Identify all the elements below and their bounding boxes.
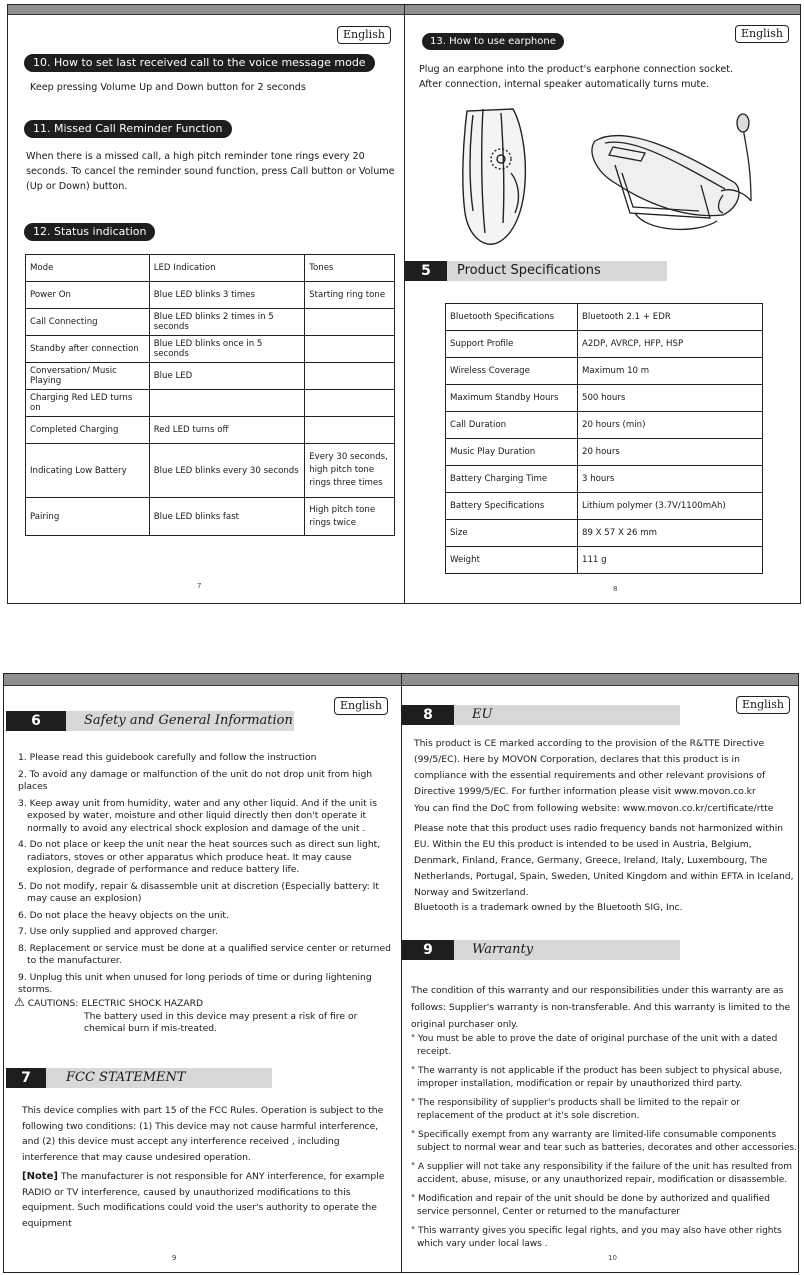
page-10 (401, 673, 799, 1273)
spec-value: A2DP, AVRCP, HFP, HSP (578, 331, 763, 358)
list-item: " A supplier will not take any responsibility if the failure of the unit has resulted from accident, abuse, misuse, or any unauthorized repair, modification or disassemble. (411, 1162, 792, 1185)
section-10-text: Keep pressing Volume Up and Down button for 2 seconds (30, 82, 306, 93)
section-5-title: Product Specifications (457, 263, 601, 278)
section-6-header (6, 711, 294, 731)
spec-value: 20 hours (min) (578, 412, 763, 439)
caution-block (14, 996, 394, 1036)
page-number: 7 (197, 582, 202, 590)
status-led: Blue LED (149, 363, 304, 390)
spec-label: Maximum Standby Hours (446, 385, 578, 412)
status-tone: Every 30 seconds, high pitch tone rings three times (305, 444, 395, 498)
page-top-bar (4, 674, 401, 686)
status-mode: Completed Charging (26, 417, 150, 444)
section-9-title: Warranty (472, 942, 534, 957)
list-item: " Specifically exempt from any warranty are limited-life consumable components subject to normal wear and tear such as batteries, decorates and other accessories. (411, 1130, 797, 1153)
status-tone: High pitch tone rings twice (305, 498, 395, 536)
list-item: " Modification and repair of the unit should be done by authorized and qualified service personnel, Center or returned to the manufacturer (411, 1194, 770, 1217)
table-row (446, 439, 763, 466)
table-row (26, 336, 395, 363)
headset-charger-image (592, 114, 751, 229)
list-item: 4. Do not place or keep the unit near the heat sources such as direct sun light, radiators, stoves or other apparatus which produce heat. It may cause explosion, degrade of performance and reduce battery life. (18, 839, 381, 875)
table-row (26, 309, 395, 336)
section-7-title: FCC STATEMENT (66, 1070, 186, 1085)
table-row (446, 466, 763, 493)
page-top-bar (402, 674, 798, 686)
table-row (26, 390, 395, 417)
status-tone: Starting ring tone (305, 282, 395, 309)
status-tone (305, 417, 395, 444)
list-item: " You must be able to prove the date of original purchase of the unit with a dated receipt. (411, 1034, 778, 1057)
section-13-line-2: After connection, internal speaker automatically turns mute. (419, 79, 710, 90)
status-mode: Charging Red LED turns on (26, 390, 150, 417)
spec-label: Battery Charging Time (446, 466, 578, 493)
warranty-intro: The condition of this warranty and our responsibilities under this warranty are as follows: Supplier's warranty is non-transferable. And this warranty is limited to the original purchaser only. (411, 985, 791, 1030)
list-item: " The responsibility of supplier's products shall be limited to the repair or replacement of the product at it's sole discretion. (411, 1098, 741, 1121)
status-mode: Conversation/ Music Playing (26, 363, 150, 390)
status-led: Red LED turns off (149, 417, 304, 444)
spec-label: Music Play Duration (446, 439, 578, 466)
warranty-list (411, 1033, 797, 1257)
status-header-mode: Mode (26, 255, 150, 282)
section-6-number: 6 (6, 711, 66, 731)
spec-table (445, 303, 763, 574)
section-11-text: When there is a missed call, a high pitch reminder tone rings every 20 seconds. To cancel the reminder sound function, press Call button or Volume (Up or Down) button. (26, 151, 395, 192)
list-item: 7. Use only supplied and approved charger. (18, 926, 218, 937)
spec-value: 500 hours (578, 385, 763, 412)
caution-text: The battery used in this device may present a risk of fire or chemical burn if mis-treated. (84, 1010, 358, 1034)
status-mode: Standby after connection (26, 336, 150, 363)
status-tone (305, 336, 395, 363)
note-label: [Note] (22, 1171, 58, 1182)
table-row (446, 493, 763, 520)
page-top-bar (405, 5, 800, 15)
spec-label: Battery Specifications (446, 493, 578, 520)
language-badge: English (736, 696, 790, 714)
status-led: Blue LED blinks 3 times (149, 282, 304, 309)
device-illustration (455, 103, 755, 253)
spec-label: Wireless Coverage (446, 358, 578, 385)
list-item: 8. Replacement or service must be done at a qualified service center or returned to the manufacturer. (18, 942, 391, 966)
spec-label: Call Duration (446, 412, 578, 439)
status-table (25, 254, 395, 536)
status-led: Blue LED blinks every 30 seconds (149, 444, 304, 498)
fcc-text: This device complies with part 15 of the FCC Rules. Operation is subject to the following two conditions: (1) This device may not cause harmful interference, and (2) this device must accept any interference received , including interference that may cause undesired operation. (22, 1105, 384, 1163)
spec-value: 20 hours (578, 439, 763, 466)
spec-value: 3 hours (578, 466, 763, 493)
table-row (26, 444, 395, 498)
section-13-line-1: Plug an earphone into the product's earphone connection socket. (419, 64, 734, 75)
language-badge: English (337, 26, 391, 44)
safety-list (18, 752, 396, 1001)
section-8-header (402, 705, 680, 725)
spec-label: Support Profile (446, 331, 578, 358)
table-row (446, 412, 763, 439)
status-tone (305, 390, 395, 417)
warning-triangle-icon: ⚠ (14, 995, 25, 1009)
table-row (26, 363, 395, 390)
list-item: 6. Do not place the heavy objects on the unit. (18, 909, 229, 921)
list-item: 5. Do not modify, repair & disassemble unit at discretion (Especially battery: It may cause an explosion) (18, 880, 379, 904)
section-5-header (405, 261, 667, 281)
table-row (446, 331, 763, 358)
table-row (26, 417, 395, 444)
status-mode: Power On (26, 282, 150, 309)
spec-value: 111 g (578, 547, 763, 574)
list-item: " The warranty is not applicable if the product has been subject to physical abuse, improper installation, modification or repair by unauthorized third party. (411, 1066, 783, 1089)
status-mode: Indicating Low Battery (26, 444, 150, 498)
status-header-led: LED Indication (149, 255, 304, 282)
eu-paragraph-3: Please note that this product uses radio frequency bands not harmonized within EU. Within the EU this product is intended to be used in Austria, Belgium, Denmark, Finland, France, Germany, Greece, Ireland, Italy, Luxembourg, The Netherlands, Portugal, Spain, Sweden, United Kingdom and within EFTA in Iceland, Norway and Switzerland. (414, 823, 794, 898)
table-row (446, 547, 763, 574)
spec-label: Bluetooth Specifications (446, 304, 578, 331)
page-number: 9 (172, 1254, 177, 1262)
section-7-number: 7 (6, 1068, 46, 1088)
list-item: 3. Keep away unit from humidity, water and any other liquid. And if the unit is exposed by water, moisture and other liquid directly then don't operate it normally to avoid any electrical shock explosion and damage of the unit . (18, 797, 377, 834)
spec-value: Maximum 10 m (578, 358, 763, 385)
table-row (26, 282, 395, 309)
status-led: Blue LED blinks 2 times in 5 seconds (149, 309, 304, 336)
status-mode: Pairing (26, 498, 150, 536)
status-led (149, 390, 304, 417)
list-item: 2. To avoid any damage or malfunction of the unit do not drop unit from high places (18, 768, 373, 792)
section-12-title: 12. Status indication (24, 223, 155, 241)
status-mode: Call Connecting (26, 309, 150, 336)
status-tone (305, 363, 395, 390)
table-row (26, 498, 395, 536)
table-row (446, 358, 763, 385)
spec-label: Weight (446, 547, 578, 574)
status-tone (305, 309, 395, 336)
section-9-number: 9 (402, 940, 454, 960)
list-item: 1. Please read this guidebook carefully and follow the instruction (18, 752, 317, 763)
table-row (446, 520, 763, 547)
page-top-bar (8, 5, 404, 15)
spec-value: Bluetooth 2.1 + EDR (578, 304, 763, 331)
eu-paragraph-2: You can find the DoC from following website: www.movon.co.kr/certificate/rtte (414, 803, 774, 814)
page-number: 8 (613, 585, 618, 593)
spec-value: Lithium polymer (3.7V/1100mAh) (578, 493, 763, 520)
section-10-title: 10. How to set last received call to the voice message mode (24, 54, 375, 72)
status-led: Blue LED blinks once in 5 seconds (149, 336, 304, 363)
eu-paragraph-4: Bluetooth is a trademark owned by the Bluetooth SIG, Inc. (414, 902, 683, 913)
section-7-header (6, 1068, 272, 1088)
spec-value: 89 X 57 X 26 mm (578, 520, 763, 547)
language-badge: English (334, 697, 388, 715)
caution-title: CAUTIONS: ELECTRIC SHOCK HAZARD (27, 998, 204, 1009)
table-row (446, 385, 763, 412)
page-9 (3, 673, 402, 1273)
note-text: The manufacturer is not responsible for ANY interference, for example RADIO or TV interference, caused by unauthorized modifications to this equipment. Such modifications could void the user's authority to operate the equipment (22, 1171, 385, 1229)
section-6-title: Safety and General Information (84, 713, 293, 728)
headset-front-image (463, 109, 526, 244)
section-5-number: 5 (405, 261, 447, 281)
page-7 (7, 4, 405, 604)
note-block (22, 1169, 392, 1231)
status-led: Blue LED blinks fast (149, 498, 304, 536)
spec-label: Size (446, 520, 578, 547)
list-item: " This warranty gives you specific legal rights, and you may also have other rights which vary under local laws . (411, 1226, 782, 1249)
section-11-title: 11. Missed Call Reminder Function (24, 120, 232, 138)
list-item: 9. Unplug this unit when unused for long periods of time or during lightening storms. (18, 971, 372, 995)
status-header-tones: Tones (305, 255, 395, 282)
section-8-title: EU (472, 707, 493, 722)
page-number: 10 (608, 1254, 617, 1262)
eu-paragraph-1: This product is CE marked according to the provision of the R&TTE Directive (99/5/EC). Here by MOVON Corporation, declares that this product is in compliance with the essential requirements and other relevant provisions of Directive 1999/5/EC. For further information please visit www.movon.co.kr (414, 738, 766, 797)
section-8-number: 8 (402, 705, 454, 725)
section-13-title: 13. How to use earphone (422, 33, 564, 50)
section-9-header (402, 940, 680, 960)
language-badge: English (735, 25, 789, 43)
table-row (446, 304, 763, 331)
page-8 (404, 4, 801, 604)
